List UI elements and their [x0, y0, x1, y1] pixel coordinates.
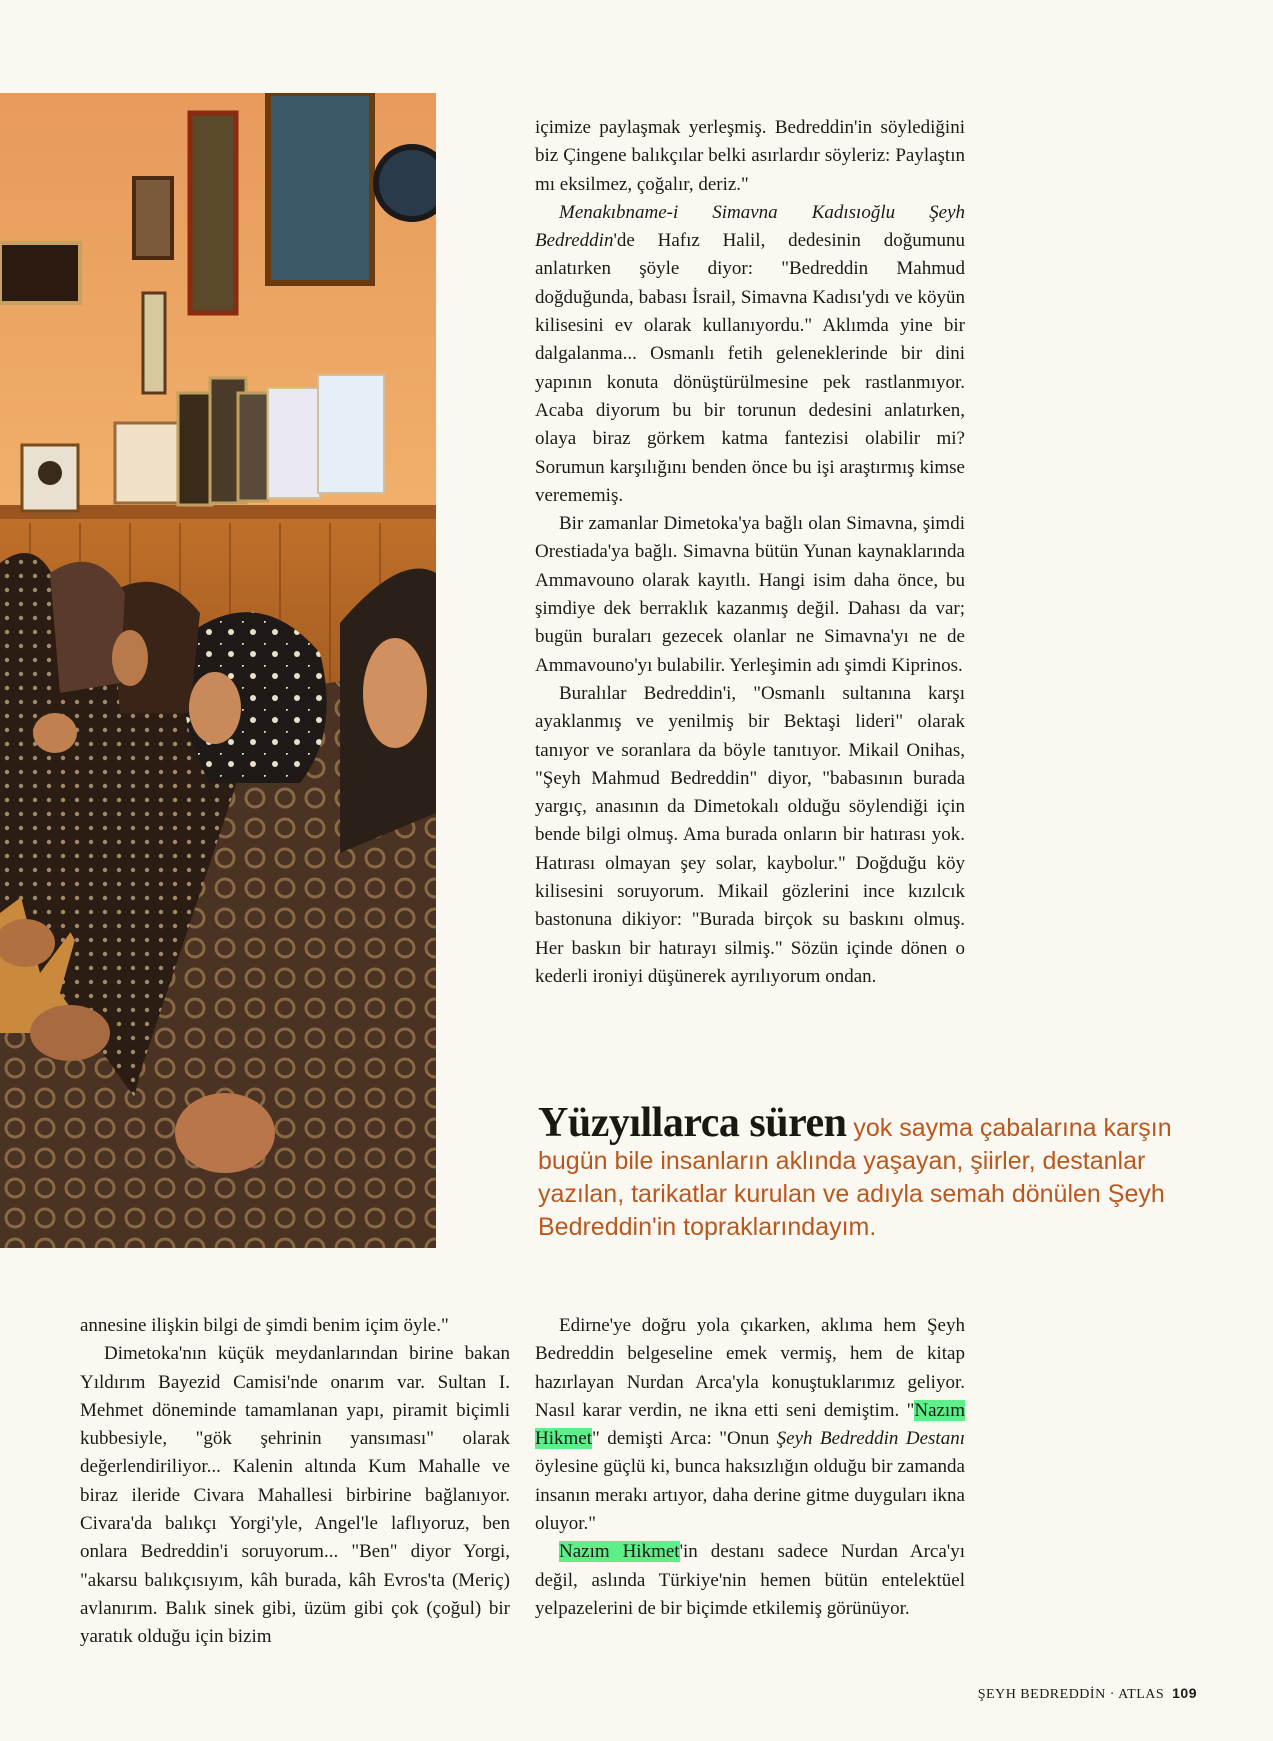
pull-quote-text: yok sayma çabalarına karşın bugün bile insanların aklında yaşayan, şiirler, destanlar yazılan, tarikatlar kurulan ve adıyla semah dönülen Şeyh Bedreddin'in topraklarındayım. [538, 1114, 1172, 1241]
paragraph [535, 1312, 965, 1538]
paragraph: Dimetoka'nın küçük meydanlarından birine bakan Yıldırım Bayezid Camisi'nde onarım var. Sultan I. Mehmet döneminde tamamlanan yapı, piramit biçimli kubbesiyle, "gök şehrinin yansıması" olarak değerlendiriliyor... Kalenin altında Kum Mahalle ve biraz ileride Civara Mahallesi birbirine bağlanıyor. Civara'da balıkçı Yorgi'yle, Angel'le laflıyoruz, ben onlara Bedreddin'i soruyorum... "Ben" diyor Yorgi, "akarsu balıkçısıyım, kâh burada, kâh Evros'ta (Meriç) avlanırım. Balık sinek gibi, üzüm gibi çok (çoğul) bir yaratık olduğu için bizim [80, 1343, 510, 1648]
pull-quote-lead: Yüzyıllarca süren [538, 1100, 847, 1146]
article-column-bottom-right [535, 1312, 965, 1623]
paragraph [535, 1538, 965, 1623]
pull-quote [538, 1100, 1218, 1244]
highlighted-name: Nazım Hikmet [535, 1399, 965, 1450]
paragraph: içimize paylaşmak yerleşmiş. Bedreddin'in söylediğini biz Çingene balıkçılar belki asırlardır söyleriz: Paylaştın mı eksilmez, çoğalır, deriz." [535, 117, 965, 195]
article-photo [0, 93, 436, 1248]
article-column-top [535, 114, 965, 991]
paragraph-text: 'in destanı sadece Nurdan Arca'yı değil, aslında Türkiye'nin hemen bütün entelektüel yelpazelerini de bir biçimde etkilemiş görünüyor. [535, 1541, 965, 1619]
page-footer [978, 1685, 1197, 1703]
photo-women-in-headscarves [0, 93, 436, 1248]
page-number: 109 [1172, 1685, 1197, 1701]
paragraph: annesine ilişkin bilgi de şimdi benim içim öyle." [80, 1315, 449, 1336]
book-title: Şeyh Bedreddin Destanı [776, 1428, 965, 1450]
paragraph-text: 'de Hafız Halil, dedesinin doğumunu anlatırken şöyle diyor: "Bedreddin Mahmud doğduğunda, babası İsrail, Simavna Kadısı'ydı ve köyün kilisesini ev olarak kullanıyordu." Aklımda yine bir dalgalanma... Osmanlı fetih geleneklerinde bir dini yapının konuta dönüştürülmesine pek rastlanmıyor. Acaba diyorum bu bir torunun dedesini anlatırken, olaya biraz görkem katma fantezisi olabilir mi? Sorumun karşılığını benden önce bu işi araştırmış kimse verememiş. [535, 230, 965, 506]
paragraph-text: " demişti Arca: "Onun [592, 1428, 777, 1450]
paragraph [535, 199, 965, 510]
paragraph: Buralılar Bedreddin'i, "Osmanlı sultanına karşı ayaklanmış ve yenilmiş bir Bektaşi lideri" olarak tanıyor ve soranlara da böyle tanıtıyor. Mikail Onihas, "Şeyh Mahmud Bedreddin" diyor, "babasının burada yargıç, anasının da Dimetokalı olduğu söylendiği için bende bilgi olmuş. Ama burada onların bir hatırası yok. Hatırası olmayan şey solar, kaybolur." Doğduğu köy kilisesini soruyorum. Mikail gözlerini ince kızılcık bastonuna dikiyor: "Burada birçok su baskını olmuş. Her baskın bir hatırayı silmiş." Sözün içinde dönen o kederli ironiyi düşünerek ayrılıyorum ondan. [535, 682, 965, 987]
paragraph: Bir zamanlar Dimetoka'ya bağlı olan Simavna, şimdi Orestiada'ya bağlı. Simavna bütün Yunan kaynaklarında Ammavouno olarak kayıtlı. Hangi isim daha önce, bu şimdiye dek berraklık kazanmış değil. Dahası da var; bugün buraları gezecek olanlar ne Simavna'yı ne de Ammavouno'yı bulabilir. Yerleşimin adı şimdi Kiprinos. [535, 513, 965, 676]
running-head: ŞEYH BEDREDDİN · ATLAS [977, 1687, 1165, 1702]
book-title: Menakıbname-i Simavna Kadısıoğlu Şeyh Bedreddin [535, 201, 965, 252]
highlighted-name: Nazım Hikmet [559, 1541, 680, 1563]
paragraph-text: Edirne'ye doğru yola çıkarken, aklıma hem Şeyh Bedreddin belgeseline emek vermiş, hem de kitap hazırlayan Nurdan Arca'yla konuştuklarımız geliyor. Nasıl karar verdin, ne ikna etti seni demiştim. " [535, 1315, 965, 1421]
article-column-bottom-left [80, 1312, 510, 1652]
paragraph-text: öylesine güçlü ki, bunca haksızlığın olduğu bir zamanda insanın merakı artıyor, daha derine gitme duyguları ikna oluyor." [535, 1456, 965, 1535]
